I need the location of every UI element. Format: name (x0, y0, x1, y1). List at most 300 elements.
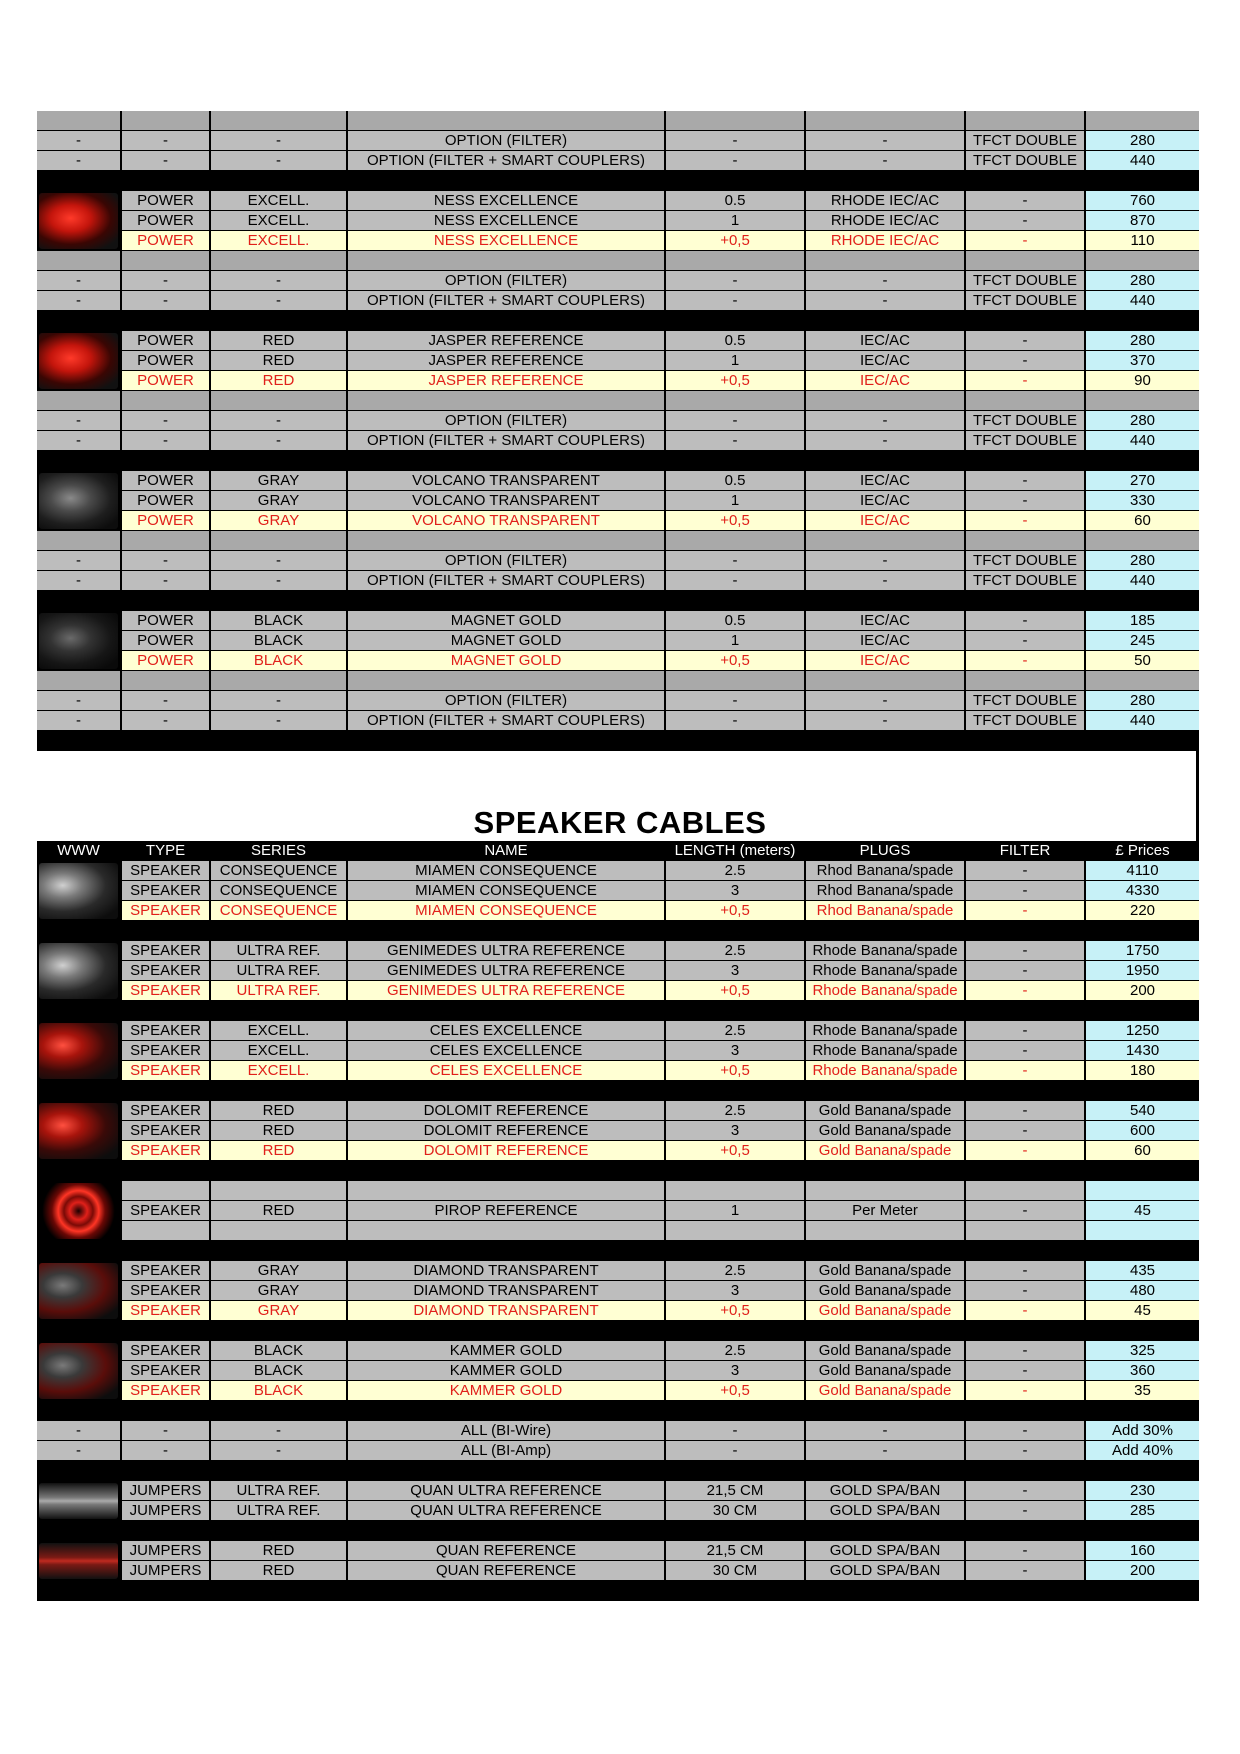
product-cell: 3 (666, 1121, 806, 1140)
product-cell: +0,5 (666, 371, 806, 390)
product-cell: RED (211, 371, 348, 390)
spacer-cell (37, 451, 122, 470)
spacer-cell (1086, 1181, 1199, 1200)
product-cell: +0,5 (666, 651, 806, 670)
option-cell: - (211, 571, 348, 590)
product-cell: - (966, 861, 1086, 880)
option-cell: OPTION (FILTER) (348, 131, 666, 150)
product-cell: RED (211, 1121, 348, 1140)
gray-power-cable-icon (39, 473, 118, 529)
extra-length-row (122, 1381, 1199, 1401)
extra-length-row (122, 1301, 1199, 1321)
product-cell: 1 (666, 211, 806, 230)
product-cell: Rhod Banana/spade (806, 861, 966, 880)
spacer-cell (806, 1221, 966, 1240)
product-cell: POWER (122, 351, 211, 370)
product-cell: 325 (1086, 1341, 1199, 1360)
option-cell: ALL (BI-Amp) (348, 1441, 666, 1460)
product-cell: CONSEQUENCE (211, 881, 348, 900)
option-cell: - (122, 151, 211, 170)
product-cell: IEC/AC (806, 491, 966, 510)
product-cell: JUMPERS (122, 1481, 211, 1500)
product-cell: 21,5 CM (666, 1541, 806, 1560)
red-speaker-cable-icon (39, 1103, 118, 1159)
product-cell: 110 (1086, 231, 1199, 250)
product-cell: Gold Banana/spade (806, 1361, 966, 1380)
option-cell: - (211, 691, 348, 710)
column-header: FILTER (966, 841, 1086, 860)
product-row (122, 961, 1199, 981)
cable-image (37, 1021, 122, 1081)
option-cell: - (966, 1421, 1086, 1440)
gray-jumper-cable-icon (39, 1483, 118, 1519)
option-cell: TFCT DOUBLE (966, 291, 1086, 310)
product-cell: GOLD SPA/BAN (806, 1501, 966, 1520)
product-row (122, 1361, 1199, 1381)
option-cell: 440 (1086, 291, 1199, 310)
separator-row (37, 1581, 1199, 1601)
spacer-cell (966, 731, 1086, 750)
product-cell: - (966, 211, 1086, 230)
product-cell: 360 (1086, 1361, 1199, 1380)
product-cell: SPEAKER (122, 941, 211, 960)
option-cell: TFCT DOUBLE (966, 691, 1086, 710)
spacer-cell (348, 391, 666, 410)
spacer-cell (348, 451, 666, 470)
spacer-cell (966, 111, 1086, 130)
option-cell: 280 (1086, 271, 1199, 290)
product-row (122, 471, 1199, 491)
product-cell: 30 CM (666, 1561, 806, 1580)
product-cell: DOLOMIT REFERENCE (348, 1141, 666, 1160)
product-row (122, 1541, 1199, 1561)
product-cell: 3 (666, 881, 806, 900)
option-cell: - (122, 291, 211, 310)
product-cell: CONSEQUENCE (211, 901, 348, 920)
spacer-cell (211, 391, 348, 410)
spacer-cell (666, 451, 806, 470)
option-cell: TFCT DOUBLE (966, 411, 1086, 430)
product-cell: Rhode Banana/spade (806, 1061, 966, 1080)
spacer-row (122, 1181, 1199, 1201)
spacer-cell (211, 171, 348, 190)
product-cell: 0.5 (666, 331, 806, 350)
option-cell: - (122, 1441, 211, 1460)
spacer-cell (966, 671, 1086, 690)
product-row (122, 1201, 1199, 1221)
product-cell: 2.5 (666, 1261, 806, 1280)
option-row (37, 131, 1199, 151)
product-group (37, 941, 1199, 1001)
spacer-cell (122, 671, 211, 690)
product-cell: 330 (1086, 491, 1199, 510)
product-cell: 1 (666, 1201, 806, 1220)
option-row (37, 711, 1199, 731)
column-header: NAME (348, 841, 666, 860)
product-cell: +0,5 (666, 511, 806, 530)
separator-row (37, 921, 1199, 941)
product-cell: RED (211, 1561, 348, 1580)
product-cell: 185 (1086, 611, 1199, 630)
option-cell: - (666, 411, 806, 430)
option-cell: - (806, 271, 966, 290)
option-cell: - (806, 551, 966, 570)
option-cell: - (211, 411, 348, 430)
product-cell: VOLCANO TRANSPARENT (348, 491, 666, 510)
option-cell: - (806, 411, 966, 430)
option-cell: - (37, 431, 122, 450)
cable-image (37, 1261, 122, 1321)
product-cell: - (966, 191, 1086, 210)
option-cell: - (122, 711, 211, 730)
spacer-cell (211, 731, 348, 750)
column-header: PLUGS (806, 841, 966, 860)
separator-row (37, 1401, 1199, 1421)
product-cell: 2.5 (666, 1101, 806, 1120)
separator-row (37, 1321, 1199, 1341)
option-cell: - (211, 431, 348, 450)
product-cell: IEC/AC (806, 331, 966, 350)
option-cell: - (122, 1421, 211, 1440)
product-group (37, 1261, 1199, 1321)
product-group (37, 861, 1199, 921)
product-cell: BLACK (211, 611, 348, 630)
product-cell: NESS EXCELLENCE (348, 231, 666, 250)
speaker-cables-table (37, 841, 1199, 1601)
product-cell: 480 (1086, 1281, 1199, 1300)
gray-speaker-cable-icon (39, 863, 118, 919)
product-cell: 280 (1086, 331, 1199, 350)
option-cell: - (211, 131, 348, 150)
option-cell: - (211, 711, 348, 730)
black-power-cable-icon (39, 613, 118, 669)
product-cell: POWER (122, 511, 211, 530)
product-cell: 180 (1086, 1061, 1199, 1080)
product-group (37, 331, 1199, 391)
product-cell: QUAN ULTRA REFERENCE (348, 1481, 666, 1500)
product-cell: 3 (666, 1041, 806, 1060)
product-row (122, 1261, 1199, 1281)
column-header: £ Prices (1086, 841, 1199, 860)
product-cell: 200 (1086, 1561, 1199, 1580)
product-cell: - (966, 1281, 1086, 1300)
product-cell: SPEAKER (122, 1361, 211, 1380)
spacer-cell (348, 1181, 666, 1200)
spacer-cell (122, 591, 211, 610)
product-cell: POWER (122, 631, 211, 650)
spacer-cell (211, 1221, 348, 1240)
option-cell: - (666, 131, 806, 150)
product-cell: BLACK (211, 1381, 348, 1400)
product-cell: GRAY (211, 511, 348, 530)
spacer-cell (666, 311, 806, 330)
product-cell: 2.5 (666, 1341, 806, 1360)
dark-speaker-cable-icon (39, 1263, 118, 1319)
cable-image (37, 331, 122, 391)
product-cell: POWER (122, 331, 211, 350)
option-cell: - (666, 271, 806, 290)
spacer-cell (1086, 451, 1199, 470)
product-cell: RED (211, 1101, 348, 1120)
spacer-cell (37, 591, 122, 610)
spacer-cell (966, 1221, 1086, 1240)
product-cell: 870 (1086, 211, 1199, 230)
spacer-cell (1086, 731, 1199, 750)
option-cell: OPTION (FILTER) (348, 691, 666, 710)
spacer-cell (37, 531, 122, 550)
option-cell: - (211, 291, 348, 310)
spacer-cell (37, 111, 122, 130)
product-cell: - (966, 1341, 1086, 1360)
product-cell: ULTRA REF. (211, 941, 348, 960)
cable-image (37, 1541, 122, 1581)
product-cell: - (966, 511, 1086, 530)
spacer-cell (348, 531, 666, 550)
product-cell: Gold Banana/spade (806, 1101, 966, 1120)
spacer-cell (122, 531, 211, 550)
option-cell: - (666, 711, 806, 730)
option-cell: - (37, 271, 122, 290)
option-cell: - (122, 411, 211, 430)
product-cell: - (966, 1261, 1086, 1280)
product-cell: +0,5 (666, 1301, 806, 1320)
spacer-cell (211, 671, 348, 690)
option-cell: - (666, 1421, 806, 1440)
spacer-cell (1086, 1221, 1199, 1240)
option-cell: - (211, 551, 348, 570)
spacer-cell (122, 311, 211, 330)
product-group (37, 1021, 1199, 1081)
product-cell: MAGNET GOLD (348, 631, 666, 650)
spacer-row (37, 311, 1199, 331)
option-cell: OPTION (FILTER + SMART COUPLERS) (348, 711, 666, 730)
product-cell: 30 CM (666, 1501, 806, 1520)
product-cell: 45 (1086, 1301, 1199, 1320)
option-row (37, 291, 1199, 311)
spacer-cell (1086, 111, 1199, 130)
red-coil-cable-icon (39, 1183, 118, 1239)
red-power-cable-icon (39, 333, 118, 389)
product-cell: - (966, 611, 1086, 630)
product-cell: - (966, 1481, 1086, 1500)
product-cell: SPEAKER (122, 1201, 211, 1220)
product-cell: GENIMEDES ULTRA REFERENCE (348, 981, 666, 1000)
spacer-cell (211, 591, 348, 610)
spacer-cell (666, 1221, 806, 1240)
column-header: SERIES (211, 841, 348, 860)
product-cell: CELES EXCELLENCE (348, 1061, 666, 1080)
product-cell: 90 (1086, 371, 1199, 390)
option-cell: - (122, 431, 211, 450)
option-row (37, 151, 1199, 171)
spacer-cell (806, 1181, 966, 1200)
option-cell: - (211, 151, 348, 170)
product-group (37, 1181, 1199, 1241)
product-cell: POWER (122, 371, 211, 390)
option-cell: OPTION (FILTER + SMART COUPLERS) (348, 151, 666, 170)
product-cell: IEC/AC (806, 511, 966, 530)
option-cell: - (37, 411, 122, 430)
spacer-cell (666, 391, 806, 410)
product-cell: Gold Banana/spade (806, 1121, 966, 1140)
product-cell: 3 (666, 961, 806, 980)
spacer-cell (1086, 671, 1199, 690)
product-cell: 600 (1086, 1121, 1199, 1140)
product-cell: - (966, 1101, 1086, 1120)
option-row (37, 271, 1199, 291)
spacer-cell (666, 671, 806, 690)
product-cell: +0,5 (666, 901, 806, 920)
product-cell: IEC/AC (806, 471, 966, 490)
cable-image (37, 1101, 122, 1161)
spacer-cell (122, 1221, 211, 1240)
product-row (122, 861, 1199, 881)
product-cell: NESS EXCELLENCE (348, 211, 666, 230)
product-cell: RHODE IEC/AC (806, 231, 966, 250)
product-cell: Gold Banana/spade (806, 1301, 966, 1320)
spacer-cell (37, 251, 122, 270)
product-cell: - (966, 471, 1086, 490)
option-cell: TFCT DOUBLE (966, 431, 1086, 450)
spacer-cell (806, 111, 966, 130)
option-cell: - (806, 431, 966, 450)
power-cables-table (37, 111, 1199, 751)
spacer-cell (37, 671, 122, 690)
product-cell: 435 (1086, 1261, 1199, 1280)
spacer-cell (37, 171, 122, 190)
product-cell: Rhode Banana/spade (806, 981, 966, 1000)
product-cell: CELES EXCELLENCE (348, 1021, 666, 1040)
spacer-row (37, 111, 1199, 131)
option-cell: - (37, 1441, 122, 1460)
spacer-cell (211, 531, 348, 550)
spacer-cell (966, 451, 1086, 470)
product-cell: Rhod Banana/spade (806, 881, 966, 900)
spacer-cell (211, 111, 348, 130)
product-cell: EXCELL. (211, 231, 348, 250)
product-row (122, 1121, 1199, 1141)
product-cell: - (966, 1501, 1086, 1520)
product-cell: ULTRA REF. (211, 981, 348, 1000)
product-cell: - (966, 1041, 1086, 1060)
product-cell: RED (211, 331, 348, 350)
option-cell: - (806, 1441, 966, 1460)
separator-row (37, 1001, 1199, 1021)
option-cell: - (122, 691, 211, 710)
option-row (37, 1441, 1199, 1461)
product-group (37, 191, 1199, 251)
product-cell: 3 (666, 1361, 806, 1380)
product-group (37, 1341, 1199, 1401)
product-cell: +0,5 (666, 1141, 806, 1160)
product-cell: SPEAKER (122, 961, 211, 980)
product-cell: - (966, 1121, 1086, 1140)
product-cell: 60 (1086, 1141, 1199, 1160)
spacer-cell (37, 731, 122, 750)
product-cell: BLACK (211, 1361, 348, 1380)
product-cell: SPEAKER (122, 1041, 211, 1060)
product-cell: RED (211, 1201, 348, 1220)
product-cell: - (966, 1061, 1086, 1080)
product-row (122, 631, 1199, 651)
product-group (37, 1481, 1199, 1521)
option-cell: - (666, 551, 806, 570)
product-cell: IEC/AC (806, 611, 966, 630)
option-cell: TFCT DOUBLE (966, 571, 1086, 590)
product-cell: GRAY (211, 1301, 348, 1320)
spacer-cell (806, 591, 966, 610)
product-cell: SPEAKER (122, 1141, 211, 1160)
spacer-cell (966, 391, 1086, 410)
option-cell: - (666, 1441, 806, 1460)
option-row (37, 411, 1199, 431)
product-cell: JASPER REFERENCE (348, 331, 666, 350)
product-cell: RED (211, 1541, 348, 1560)
spacer-cell (966, 251, 1086, 270)
product-cell: Rhode Banana/spade (806, 1041, 966, 1060)
product-cell: Per Meter (806, 1201, 966, 1220)
spacer-cell (666, 111, 806, 130)
option-cell: - (37, 551, 122, 570)
product-cell: - (966, 1381, 1086, 1400)
spacer-cell (122, 251, 211, 270)
product-cell: 370 (1086, 351, 1199, 370)
product-cell: QUAN ULTRA REFERENCE (348, 1501, 666, 1520)
product-cell: POWER (122, 471, 211, 490)
spacer-cell (666, 591, 806, 610)
product-cell: Rhod Banana/spade (806, 901, 966, 920)
option-cell: - (666, 571, 806, 590)
product-cell: - (966, 331, 1086, 350)
option-cell: 440 (1086, 151, 1199, 170)
product-cell: - (966, 901, 1086, 920)
option-cell: OPTION (FILTER) (348, 411, 666, 430)
cable-image (37, 861, 122, 921)
product-cell: GRAY (211, 471, 348, 490)
product-cell: EXCELL. (211, 1061, 348, 1080)
separator-row (37, 1241, 1199, 1261)
product-cell: 0.5 (666, 471, 806, 490)
option-cell: TFCT DOUBLE (966, 271, 1086, 290)
product-cell: SPEAKER (122, 1381, 211, 1400)
product-cell: 760 (1086, 191, 1199, 210)
product-cell: SPEAKER (122, 1061, 211, 1080)
spacer-cell (348, 171, 666, 190)
product-cell: 2.5 (666, 941, 806, 960)
red-jumper-cable-icon (39, 1543, 118, 1579)
product-cell: BLACK (211, 651, 348, 670)
product-cell: DIAMOND TRANSPARENT (348, 1301, 666, 1320)
spacer-row (37, 671, 1199, 691)
option-cell: - (806, 711, 966, 730)
extra-length-row (122, 901, 1199, 921)
product-cell: RED (211, 351, 348, 370)
product-cell: JUMPERS (122, 1501, 211, 1520)
product-cell: - (966, 1141, 1086, 1160)
product-cell: - (966, 631, 1086, 650)
option-cell: - (122, 271, 211, 290)
spacer-cell (211, 251, 348, 270)
spacer-cell (666, 1181, 806, 1200)
cable-image (37, 471, 122, 531)
spacer-cell (37, 311, 122, 330)
product-cell: - (966, 351, 1086, 370)
spacer-cell (1086, 251, 1199, 270)
spacer-row (37, 591, 1199, 611)
option-row (37, 1421, 1199, 1441)
option-cell: TFCT DOUBLE (966, 551, 1086, 570)
spacer-cell (122, 731, 211, 750)
